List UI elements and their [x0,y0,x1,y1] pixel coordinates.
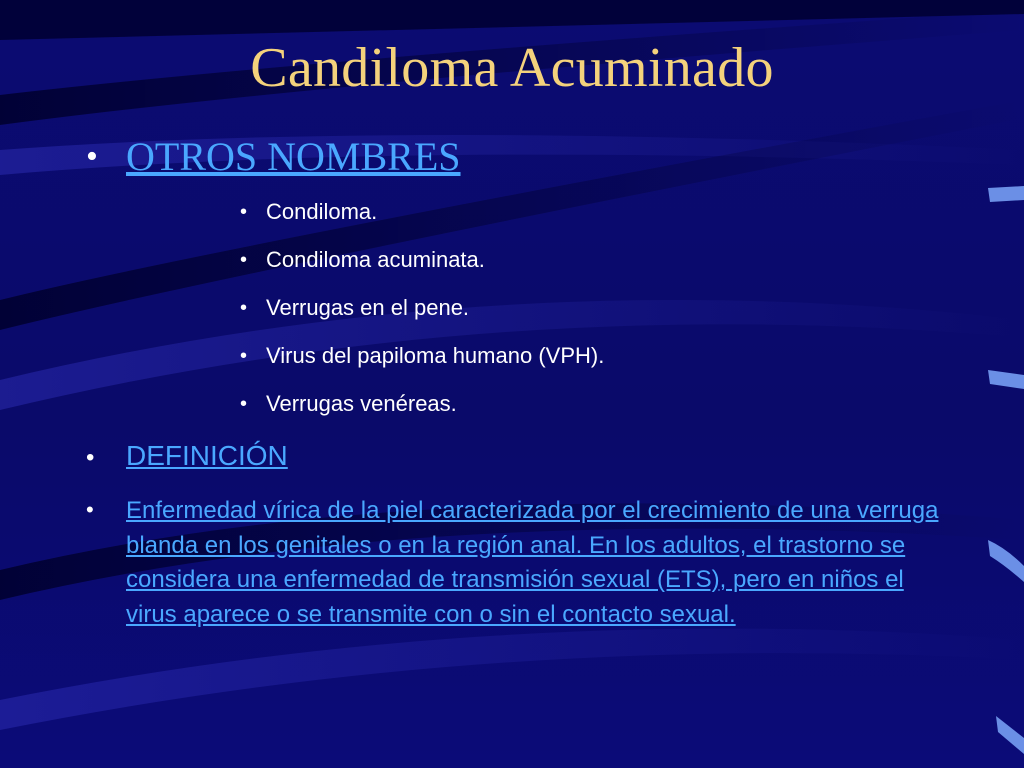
slide-title: Candiloma Acuminado [250,37,774,99]
list-item-text: Virus del papiloma humano (VPH). [266,343,605,368]
list-item-text: Verrugas en el pene. [266,295,470,320]
list-bullet: • [240,345,248,367]
other-names-list [240,197,604,437]
section-bullet: • [86,444,95,471]
section-bullet: • [86,138,98,175]
other-names-link[interactable]: OTROS NOMBRES [126,134,461,179]
list-item [240,197,604,245]
list-item [240,389,604,437]
list-item [240,341,604,389]
list-bullet: • [240,393,248,415]
definition-text-link[interactable]: Enfermedad vírica de la piel caracterizada por el crecimiento de una verruga blanda en los genitales o en la región anal. En los adultos, el trastorno se considera una enfermedad de transmisión sexual (ETS), pero en niños el virus aparece o se transmite con o sin el contacto sexual. [126,497,939,628]
list-item-text: Verrugas venéreas. [266,391,457,416]
list-item-text: Condiloma. [266,199,378,224]
list-item-text: Condiloma acuminata. [266,247,485,272]
list-item [240,245,604,293]
list-item [240,293,604,341]
list-bullet: • [240,297,248,319]
definition-link[interactable]: DEFINICIÓN [126,440,288,471]
definition-bullet: • [86,497,94,522]
list-bullet: • [240,201,248,223]
list-bullet: • [240,249,248,271]
